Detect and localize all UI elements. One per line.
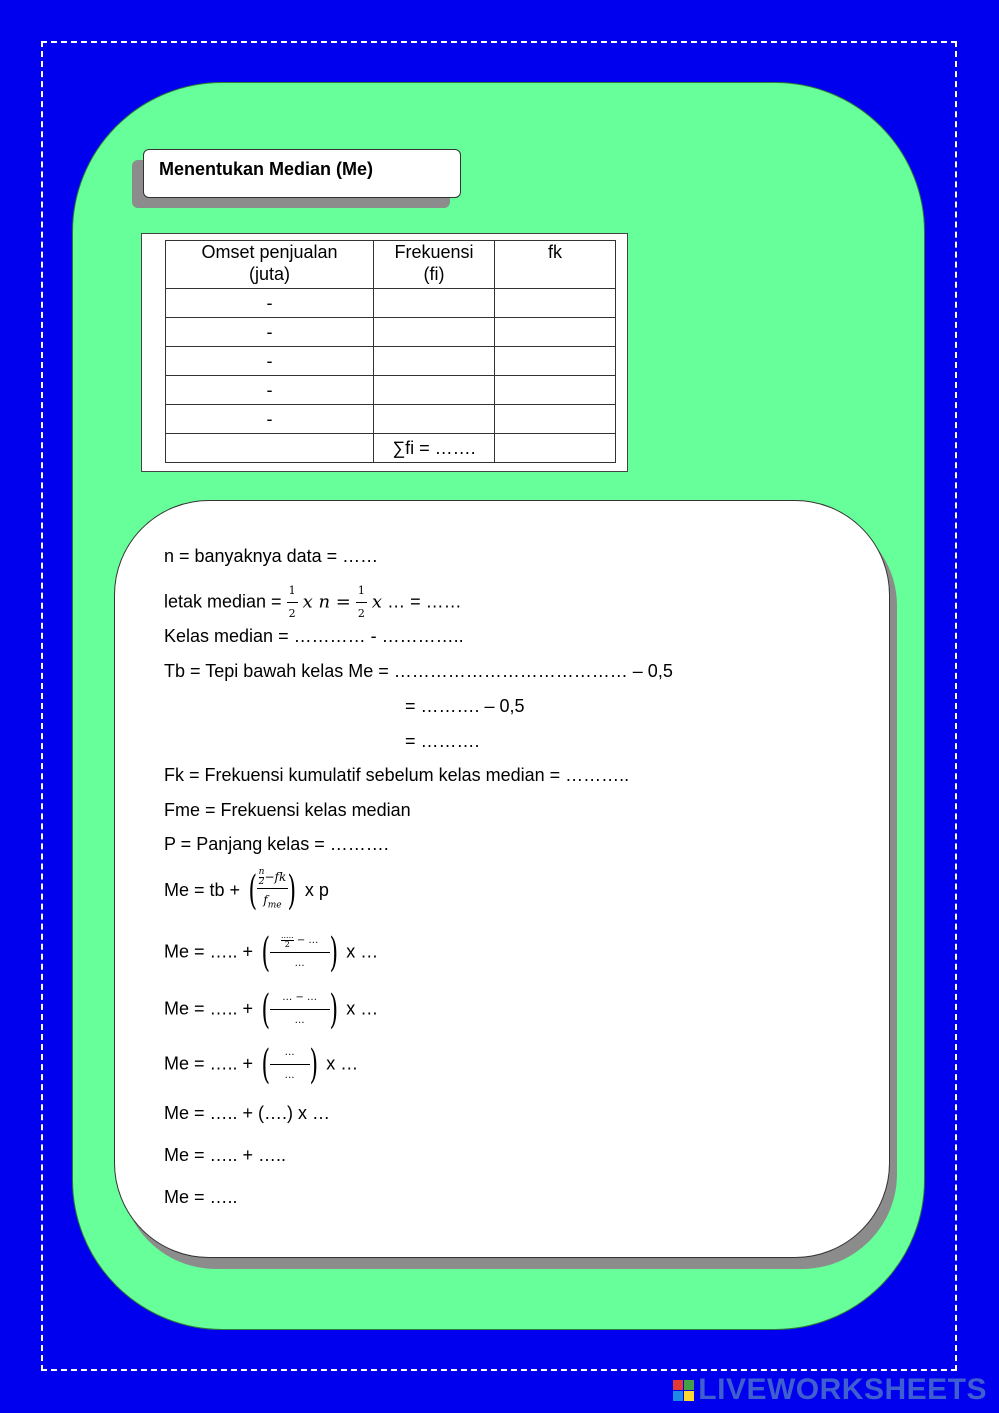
cell-fk[interactable] <box>495 347 616 376</box>
me-step-6: Me = ….. <box>164 1187 238 1207</box>
cell-total-fk[interactable] <box>495 434 616 463</box>
cell-omset[interactable]: - <box>166 347 374 376</box>
tb-line-2: = ………. – 0,5 <box>405 696 525 716</box>
kelas-median-line: Kelas median = ………… - ………….. <box>164 626 464 646</box>
cell-frekuensi[interactable] <box>374 318 495 347</box>
cell-omset[interactable]: - <box>166 376 374 405</box>
table-frame <box>141 233 628 472</box>
header-frekuensi: Frekuensi (fi) <box>374 241 495 289</box>
cell-total-fi: ∑fi = ……. <box>374 434 495 463</box>
me-step-5: Me = ….. + ….. <box>164 1145 287 1165</box>
me-formula: Me = tb + ( $\frac{n}{2}$ −fk $f_{me}$ ) x p <box>164 867 329 915</box>
cell-frekuensi[interactable] <box>374 289 495 318</box>
cell-frekuensi[interactable] <box>374 347 495 376</box>
table-row <box>166 376 616 405</box>
cell-omset[interactable]: - <box>166 405 374 434</box>
header-omset: Omset penjualan (juta) <box>166 241 374 289</box>
fme-line: Fme = Frekuensi kelas median <box>164 800 411 820</box>
logo-text: LIVEWORKSHEETS <box>698 1373 987 1406</box>
letak-median-line: letak median = $\frac{1}{2}$ x n = $\frac{1}{2}$ x … = …… <box>164 580 462 625</box>
cell-total-blank <box>166 434 374 463</box>
table-row <box>166 289 616 318</box>
table-row <box>166 318 616 347</box>
cell-fk[interactable] <box>495 405 616 434</box>
cell-frekuensi[interactable] <box>374 376 495 405</box>
cell-fk[interactable] <box>495 376 616 405</box>
fk-line: Fk = Frekuensi kumulatif sebelum kelas median = ……….. <box>164 765 630 785</box>
logo-mark-icon <box>673 1380 694 1401</box>
p-line: P = Panjang kelas = ………. <box>164 834 389 854</box>
me-step-1: Me = ….. + ( ..... 2 − … … ) x … <box>164 929 379 976</box>
cell-omset[interactable]: - <box>166 289 374 318</box>
me-step-2: Me = ….. + ( $\frac{\dots - \dots}{\dots}$ ) x … <box>164 986 379 1033</box>
header-fk: fk <box>495 241 616 289</box>
table-row <box>166 347 616 376</box>
cell-frekuensi[interactable] <box>374 405 495 434</box>
tb-line-3: = ………. <box>405 731 480 751</box>
frequency-table <box>165 240 616 463</box>
me-step-3: Me = ….. + ( $\frac{\dots}{\dots}$ ) x … <box>164 1041 359 1088</box>
page-title: Menentukan Median (Me) <box>143 149 461 198</box>
tb-line: Tb = Tepi bawah kelas Me = ………………………………… – 0,5 <box>164 661 673 681</box>
table-row <box>166 405 616 434</box>
cell-fk[interactable] <box>495 318 616 347</box>
cell-fk[interactable] <box>495 289 616 318</box>
n-line: n = banyaknya data = …… <box>164 546 379 566</box>
liveworksheets-logo <box>673 1375 987 1405</box>
table-total-row <box>166 434 616 463</box>
me-step-4: Me = ….. + (….) x … <box>164 1103 331 1123</box>
cell-omset[interactable]: - <box>166 318 374 347</box>
